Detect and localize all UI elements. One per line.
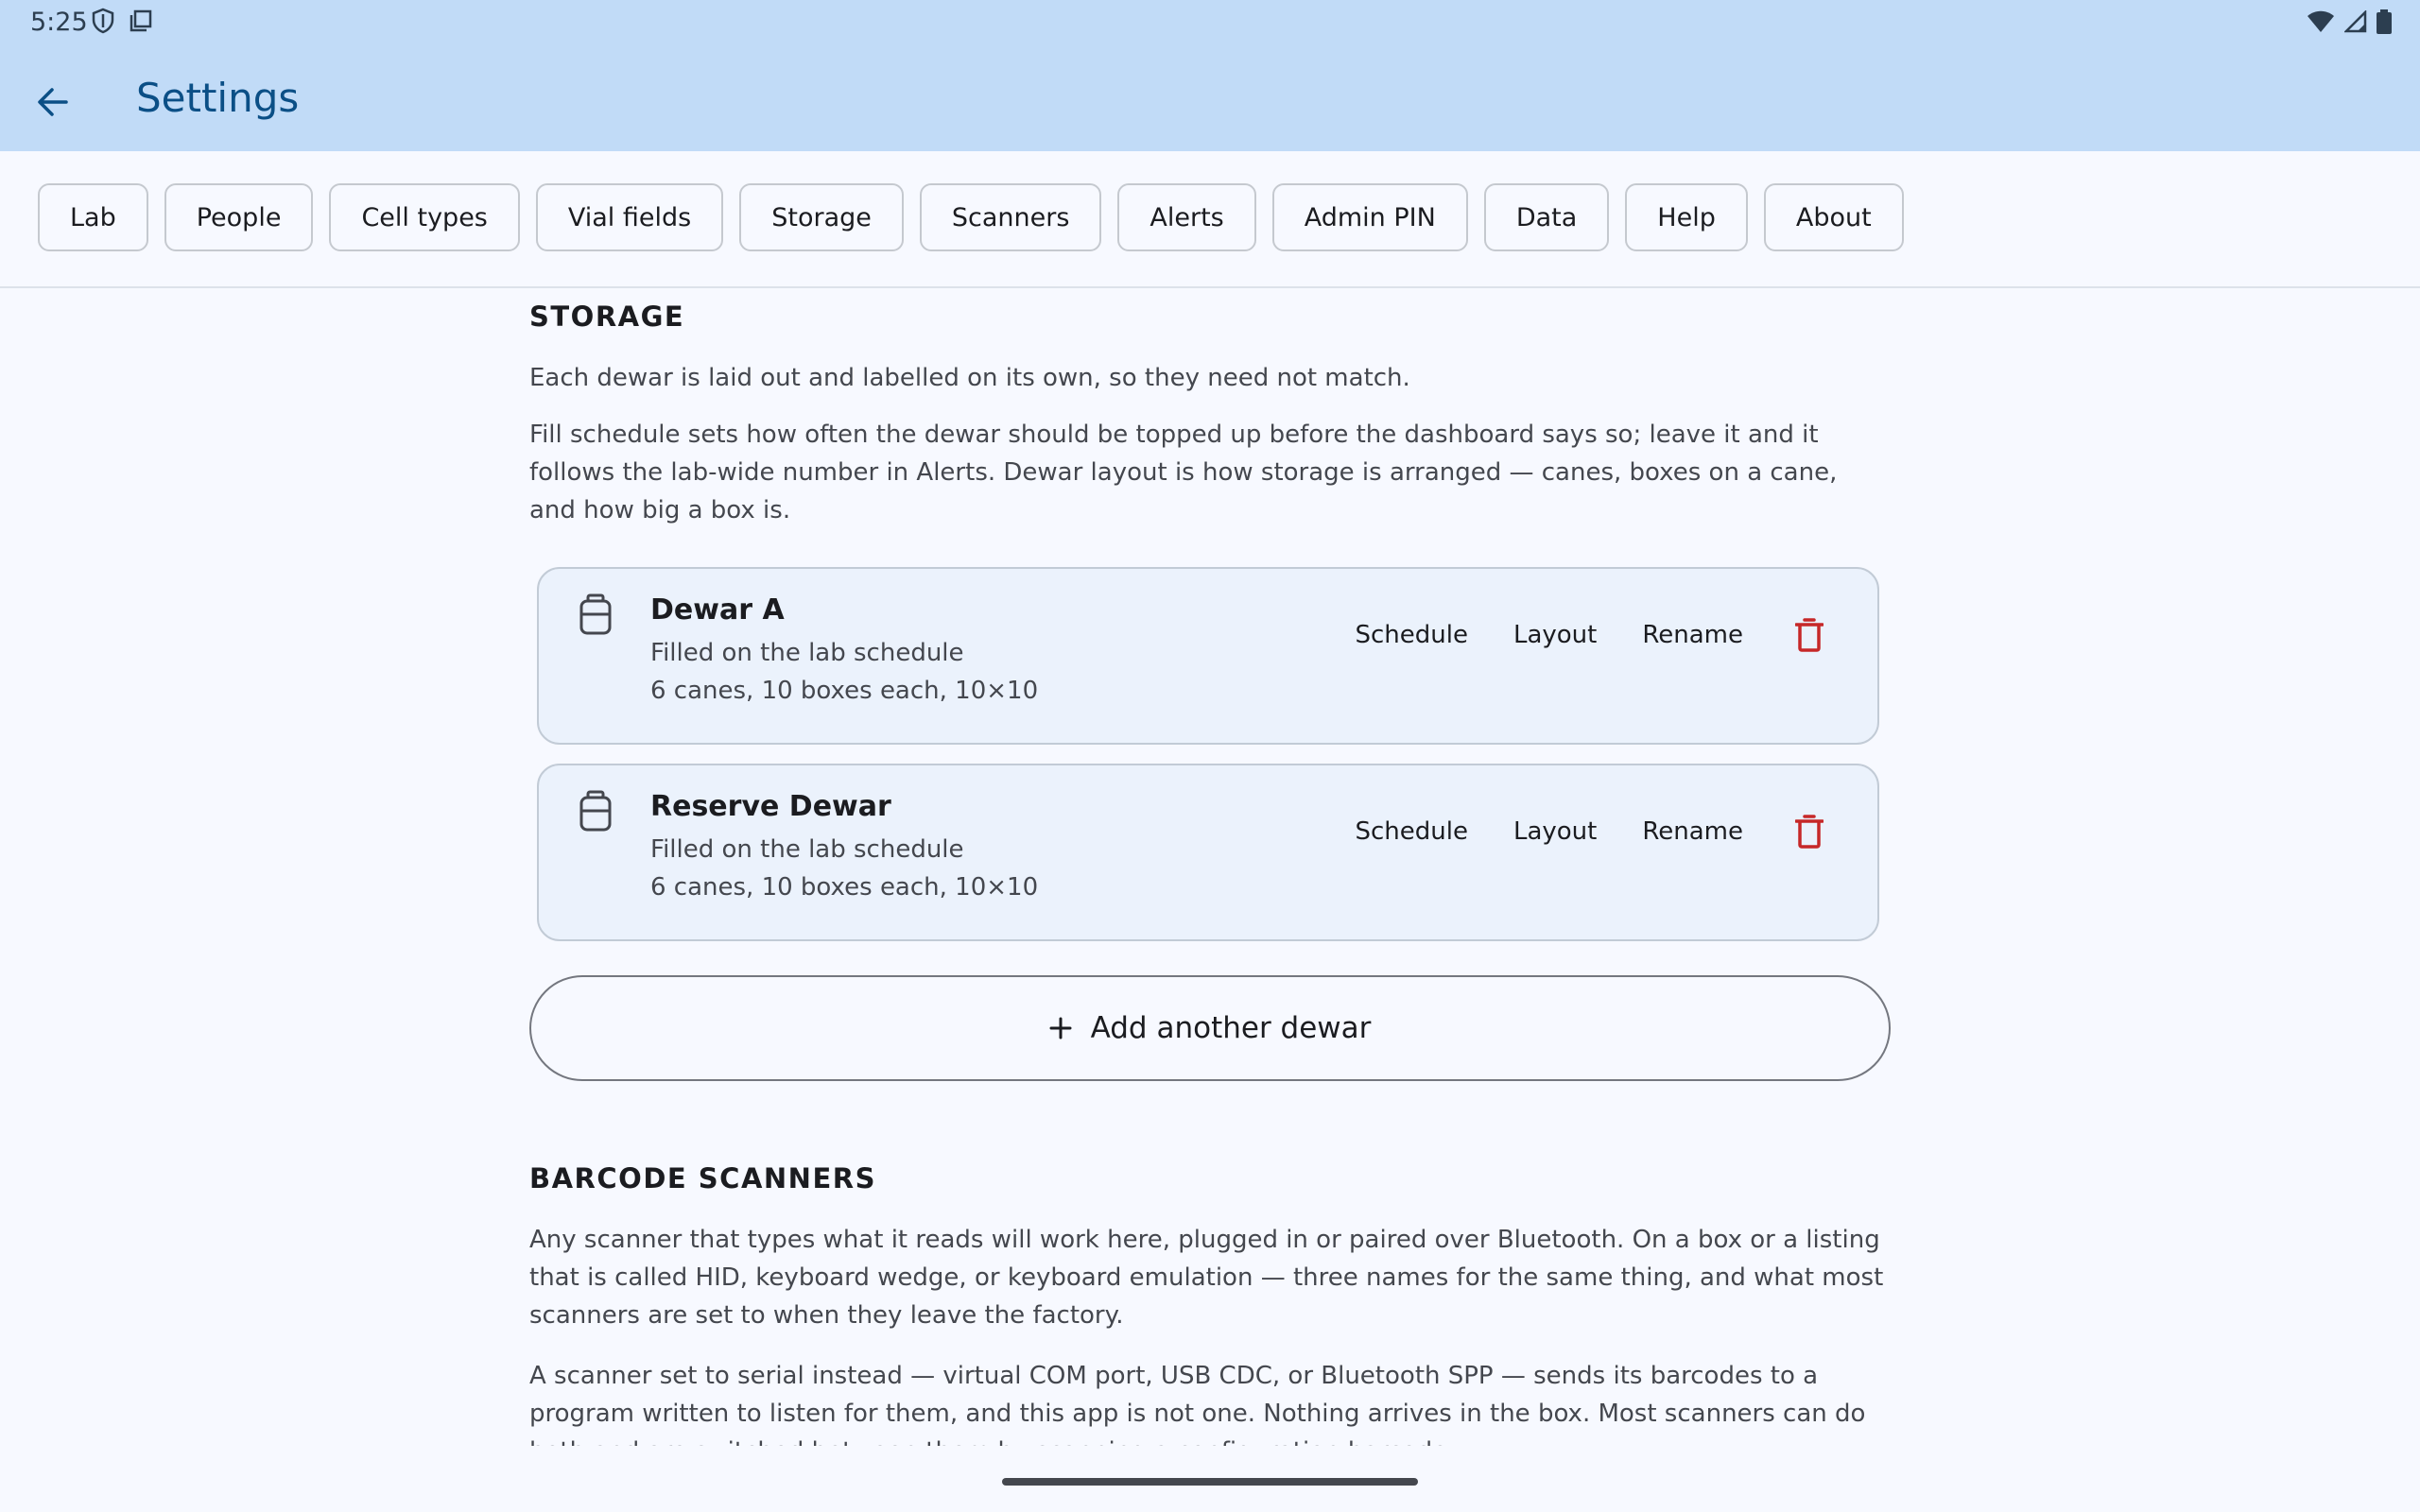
status-icons-right: [2307, 9, 2392, 34]
plus-icon: [1049, 1017, 1072, 1040]
chip-scanners[interactable]: Scanners: [920, 183, 1102, 251]
dewar-name: Reserve Dewar: [650, 790, 891, 823]
battery-icon: [2377, 9, 2392, 34]
chip-storage[interactable]: Storage: [739, 183, 904, 251]
dewar-name: Dewar A: [650, 593, 785, 627]
section-chip-bar: [0, 151, 2420, 288]
dewar-layout: 6 canes, 10 boxes each, 10×10: [650, 677, 1039, 705]
storage-intro: Each dewar is laid out and labelled on its own, so they need not match.: [529, 364, 1410, 392]
chip-admin-pin[interactable]: Admin PIN: [1272, 183, 1468, 251]
signal-icon: [2344, 10, 2367, 33]
top-app-bar: [0, 0, 2420, 151]
chip-cell-types[interactable]: Cell types: [329, 183, 519, 251]
gesture-handle[interactable]: [1002, 1478, 1418, 1486]
scanners-para-1: Any scanner that types what it reads will work here, plugged in or paired over Bluetooth. On a box or a listing that is called HID, keyboard wedge, or keyboard emulation — three names for the same thing, and what most scanners are set to when they leave the factory.: [529, 1226, 1884, 1330]
shield-icon: [91, 8, 115, 34]
dewar-icon: [577, 790, 614, 832]
page-title: Settings: [136, 75, 300, 121]
layout-button[interactable]: Layout: [1512, 817, 1598, 846]
chip-data[interactable]: Data: [1484, 183, 1609, 251]
chip-people[interactable]: People: [164, 183, 314, 251]
dewar-actions: [1332, 569, 1877, 701]
scanners-section-title: BARCODE SCANNERS: [529, 1162, 876, 1194]
scanners-para-2: A scanner set to serial instead — virtual COM port, USB CDC, or Bluetooth SPP — sends its barcodes to a program written to listen for them, and this app is not one. Nothing arrives in the box. Most scanners can do: [529, 1362, 1866, 1428]
delete-dewar-button[interactable]: [1787, 612, 1832, 658]
dewar-actions: [1332, 765, 1877, 898]
dewar-card: [537, 567, 1879, 745]
trash-icon: [1795, 618, 1824, 652]
add-dewar-label: Add another dewar: [1090, 1011, 1372, 1045]
screenshot-icon: [129, 9, 153, 33]
delete-dewar-button[interactable]: [1787, 809, 1832, 854]
chip-alerts[interactable]: Alerts: [1117, 183, 1255, 251]
trash-icon: [1795, 815, 1824, 849]
arrow-back-icon: [36, 85, 70, 119]
schedule-button[interactable]: Schedule: [1355, 817, 1468, 846]
back-button[interactable]: [26, 76, 79, 129]
chip-help[interactable]: Help: [1625, 183, 1748, 251]
status-time: 5:25: [30, 8, 88, 37]
schedule-button[interactable]: Schedule: [1355, 621, 1468, 649]
chip-about[interactable]: About: [1764, 183, 1904, 251]
rename-button[interactable]: Rename: [1642, 817, 1743, 846]
section-chips: [38, 183, 1904, 251]
dewar-icon: [577, 593, 614, 635]
dewar-layout: 6 canes, 10 boxes each, 10×10: [650, 873, 1039, 902]
dewar-schedule: Filled on the lab schedule: [650, 835, 964, 864]
wifi-icon: [2307, 10, 2335, 33]
status-icons-left: [91, 8, 153, 34]
layout-button[interactable]: Layout: [1512, 621, 1598, 649]
storage-description: Fill schedule sets how often the dewar should be topped up before the dashboard says so; leave it and it follows the lab-wide number in Alerts. Dewar layout is how storage is arranged — canes, boxes on a cane, and how big a box is.: [529, 421, 1838, 524]
add-dewar-button[interactable]: [529, 975, 1891, 1081]
chip-vial-fields[interactable]: Vial fields: [536, 183, 723, 251]
storage-section-title: STORAGE: [529, 301, 685, 333]
rename-button[interactable]: Rename: [1642, 621, 1743, 649]
dewar-card: [537, 764, 1879, 941]
chip-lab[interactable]: Lab: [38, 183, 148, 251]
dewar-schedule: Filled on the lab schedule: [650, 639, 964, 667]
